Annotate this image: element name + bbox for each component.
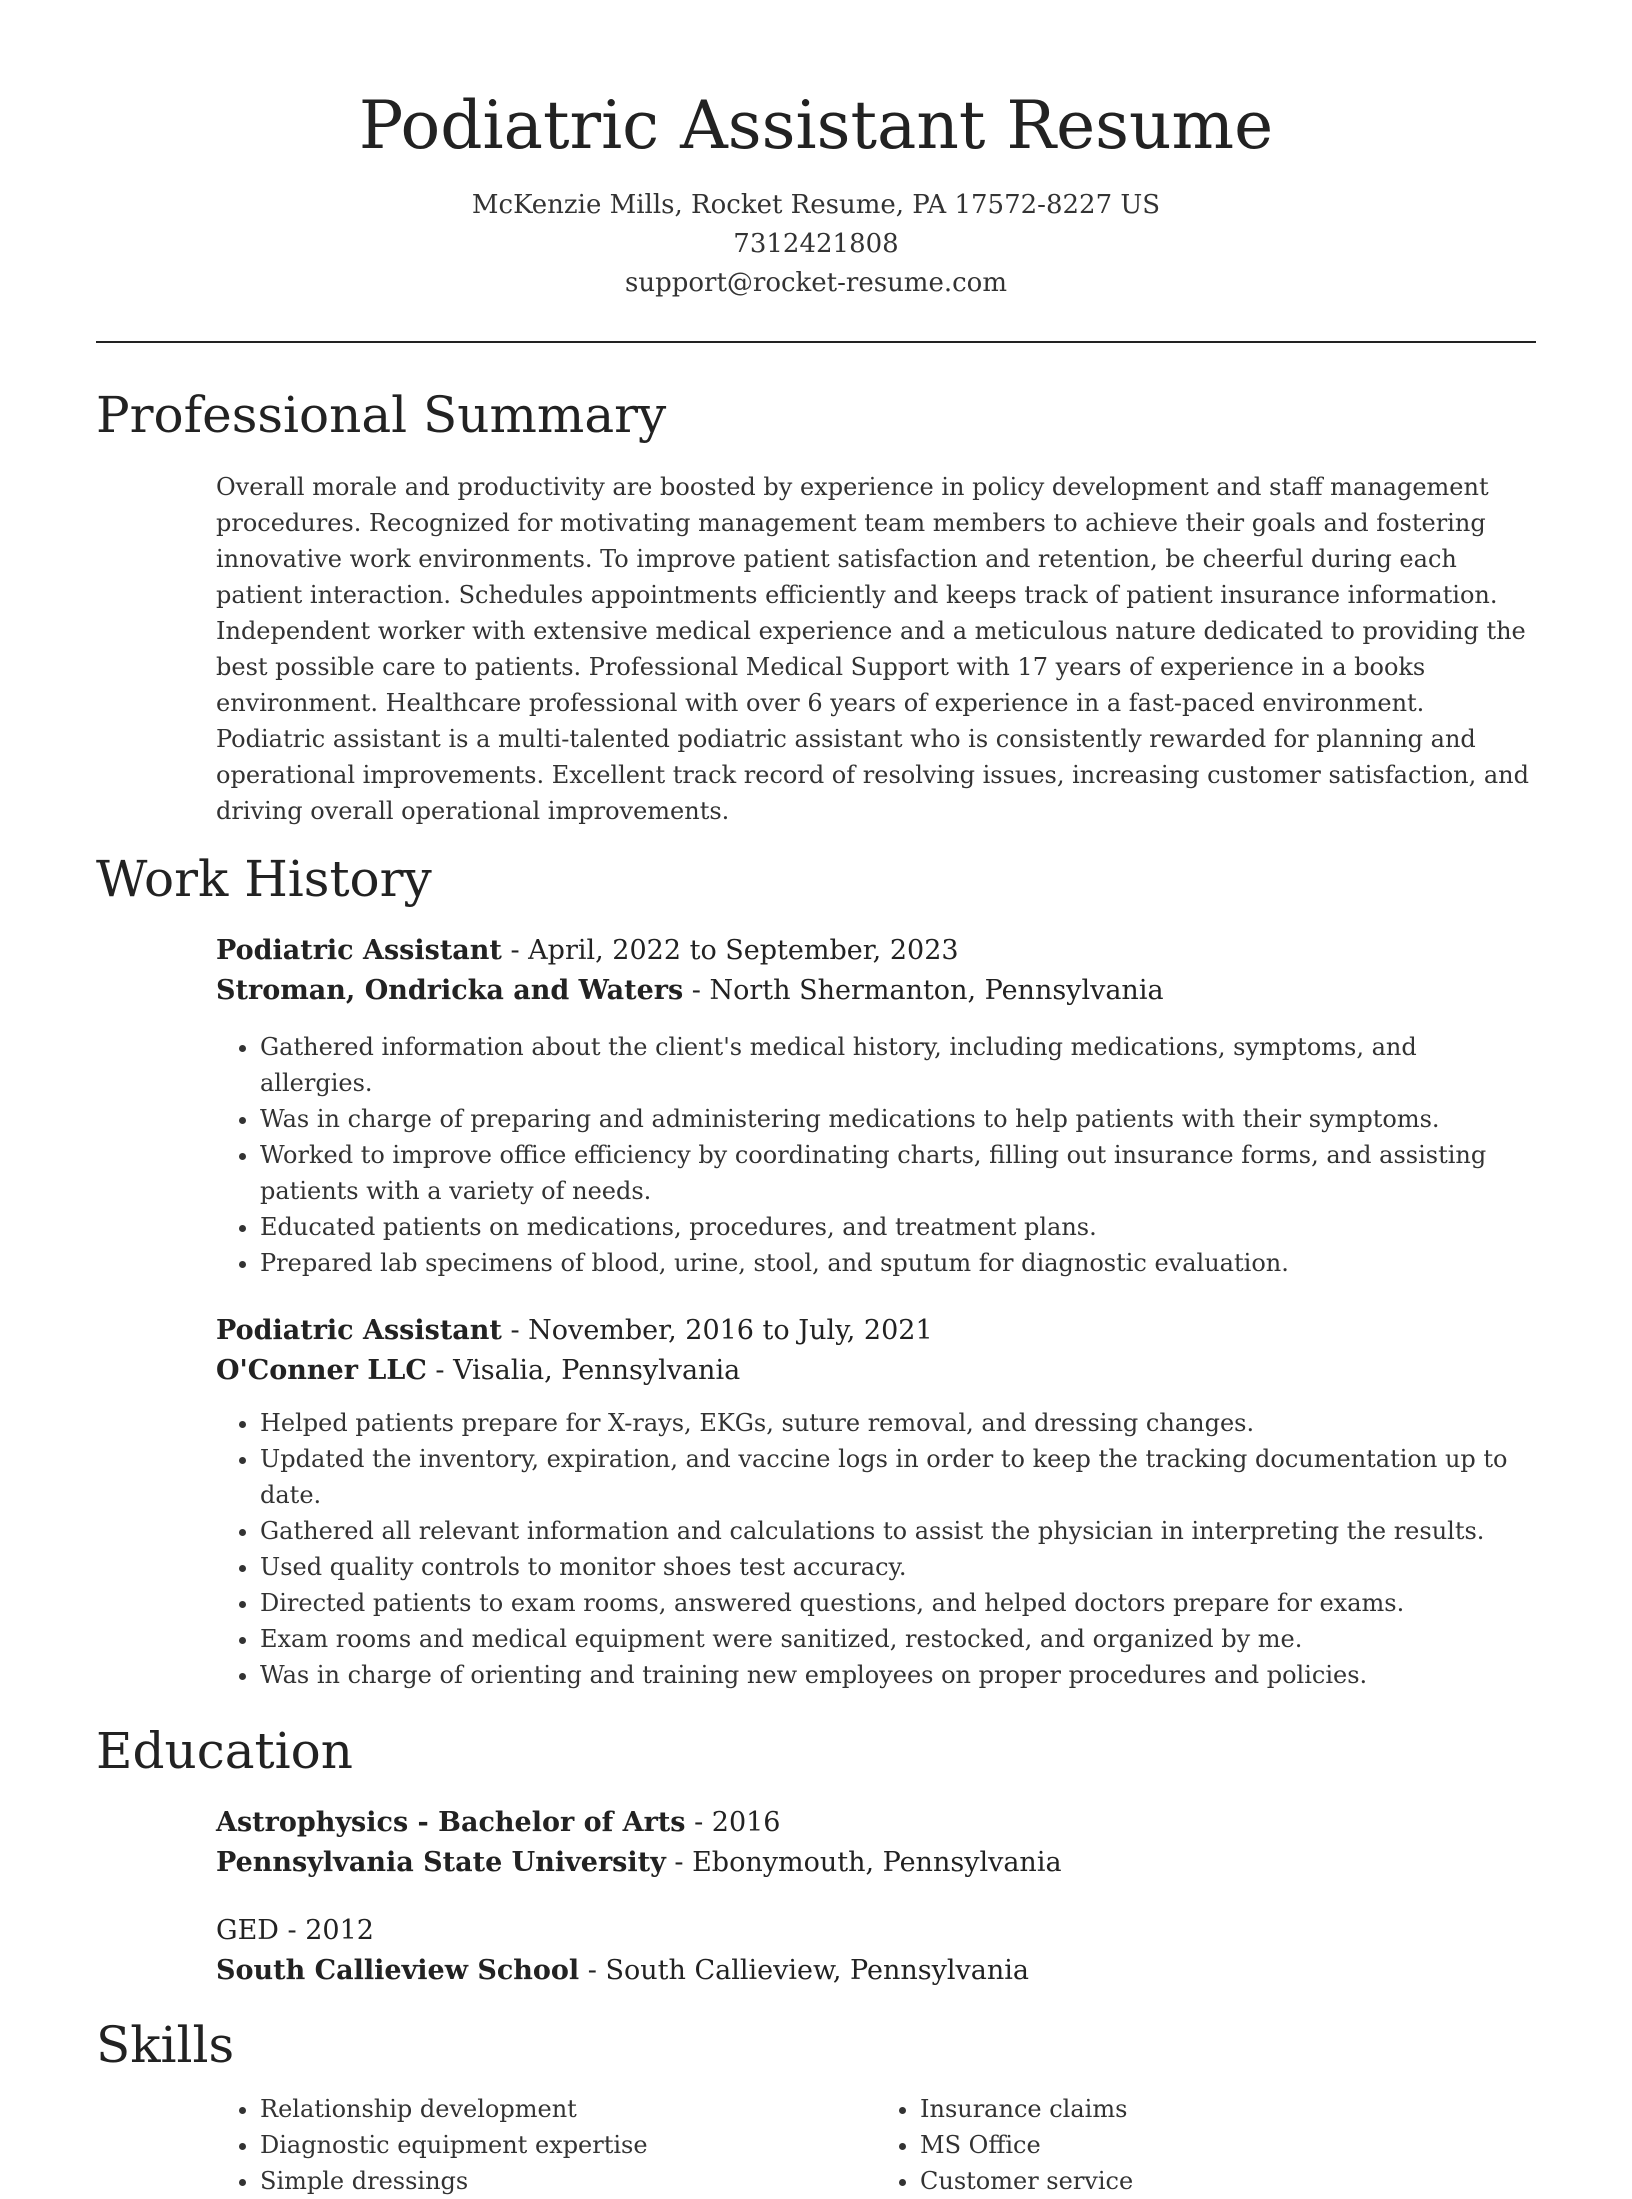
education-year: - 2016	[685, 1807, 781, 1838]
skills-grid	[96, 2091, 1536, 2199]
job-company-line	[216, 971, 1536, 1011]
contact-address: McKenzie Mills, Rocket Resume, PA 17572-8227 US	[471, 190, 1161, 220]
skills-list-left	[216, 2091, 876, 2199]
skill-item: • Insurance claims	[920, 2091, 1536, 2127]
education-degree: Astrophysics - Bachelor of Arts	[216, 1807, 686, 1838]
skill-item: • Customer service	[920, 2163, 1536, 2199]
job-duty: • Was in charge of preparing and administering medications to help patients with their symptoms.	[260, 1101, 1536, 1137]
job-duty: • Was in charge of orienting and training new employees on proper procedures and policies.	[260, 1657, 1536, 1693]
contact-email: support@rocket-resume.com	[624, 268, 1007, 298]
job-title: Podiatric Assistant	[216, 935, 502, 966]
skill-item: • Diagnostic equipment expertise	[260, 2127, 876, 2163]
job-location: - Visalia, Pennsylvania	[426, 1355, 741, 1386]
education-school-line	[216, 1843, 1536, 1883]
header-divider	[96, 341, 1536, 343]
work-history-heading: Work History	[96, 850, 432, 908]
education-heading: Education	[96, 1722, 353, 1780]
education-section	[96, 1719, 1536, 1991]
job-duty: • Updated the inventory, expiration, and vaccine logs in order to keep the tracking documentation up to date.	[260, 1441, 1536, 1513]
job-dates: - November, 2016 to July, 2021	[501, 1315, 933, 1346]
resume-title: Podiatric Assistant Resume	[358, 87, 1274, 164]
skills-heading: Skills	[96, 2016, 235, 2074]
job-duty: • Prepared lab specimens of blood, urine, stool, and sputum for diagnostic evaluation.	[260, 1245, 1536, 1281]
job-company: Stroman, Ondricka and Waters	[216, 975, 684, 1006]
job-title-line	[216, 931, 1536, 971]
job-duty: • Helped patients prepare for X-rays, EKGs, suture removal, and dressing changes.	[260, 1405, 1536, 1441]
skill-item: • MS Office	[920, 2127, 1536, 2163]
job-location: - North Shermanton, Pennsylvania	[683, 975, 1164, 1006]
education-school: South Callieview School	[216, 1955, 580, 1986]
job-duty: • Directed patients to exam rooms, answered questions, and helped doctors prepare for exams.	[260, 1585, 1536, 1621]
education-location: - South Callieview, Pennsylvania	[579, 1955, 1029, 1986]
job-dates: - April, 2022 to September, 2023	[501, 935, 959, 966]
skill-item: • Simple dressings	[260, 2163, 876, 2199]
job-duties-list	[216, 1405, 1536, 1693]
education-degree-line	[216, 1911, 1536, 1951]
education-year: - 2012	[278, 1915, 374, 1946]
job-duty: • Educated patients on medications, procedures, and treatment plans.	[260, 1209, 1536, 1245]
education-school: Pennsylvania State University	[216, 1847, 666, 1878]
work-history-section	[96, 847, 1536, 1693]
job-duty: • Worked to improve office efficiency by coordinating charts, filling out insurance forms, and assisting patients with a variety of needs.	[260, 1137, 1536, 1209]
job-entry	[96, 1311, 1536, 1693]
job-title: Podiatric Assistant	[216, 1315, 502, 1346]
education-location: - Ebonymouth, Pennsylvania	[665, 1847, 1062, 1878]
skills-list-right	[876, 2091, 1536, 2199]
education-entry	[96, 1911, 1536, 1991]
job-company: O'Conner LLC	[216, 1355, 427, 1386]
job-duty: • Gathered all relevant information and calculations to assist the physician in interpreting the results.	[260, 1513, 1536, 1549]
job-duty: • Used quality controls to monitor shoes test accuracy.	[260, 1549, 1536, 1585]
job-duty: • Exam rooms and medical equipment were sanitized, restocked, and organized by me.	[260, 1621, 1536, 1657]
skills-section	[96, 2013, 1536, 2199]
job-company-line	[216, 1351, 1536, 1391]
education-degree: GED	[216, 1915, 279, 1946]
job-duty: • Gathered information about the client's medical history, including medications, symptoms, and allergies.	[260, 1029, 1536, 1101]
resume-header	[96, 0, 1536, 303]
summary-body	[96, 469, 1536, 829]
contact-phone: 7312421808	[733, 229, 899, 259]
summary-text: Overall morale and productivity are boosted by experience in policy development and staff management procedures. Recognized for motivating management team members to achieve their goals and fostering innovative work environments. To improve patient satisfaction and retention, be cheerful during each patient interaction. Schedules appointments efficiently and keeps track of patient insurance information. Independent worker with extensive medical experience and a meticulous nature dedicated to providing the best possible care to patients. Professional Medical Support with 17 years of experience in a books environment. Healthcare professional with over 6 years of experience in a fast-paced environment. Podiatric assistant is a multi-talented podiatric assistant who is consistently rewarded for planning and operational improvements. Excellent track record of resolving issues, increasing customer satisfaction, and driving overall operational improvements.	[216, 473, 1529, 825]
skill-item: • Relationship development	[260, 2091, 876, 2127]
education-school-line	[216, 1951, 1536, 1991]
summary-section	[96, 383, 1536, 829]
job-title-line	[216, 1311, 1536, 1351]
summary-heading: Professional Summary	[96, 386, 667, 444]
education-entry	[96, 1803, 1536, 1883]
job-duties-list	[216, 1029, 1536, 1281]
education-degree-line	[216, 1803, 1536, 1843]
job-entry	[96, 931, 1536, 1281]
